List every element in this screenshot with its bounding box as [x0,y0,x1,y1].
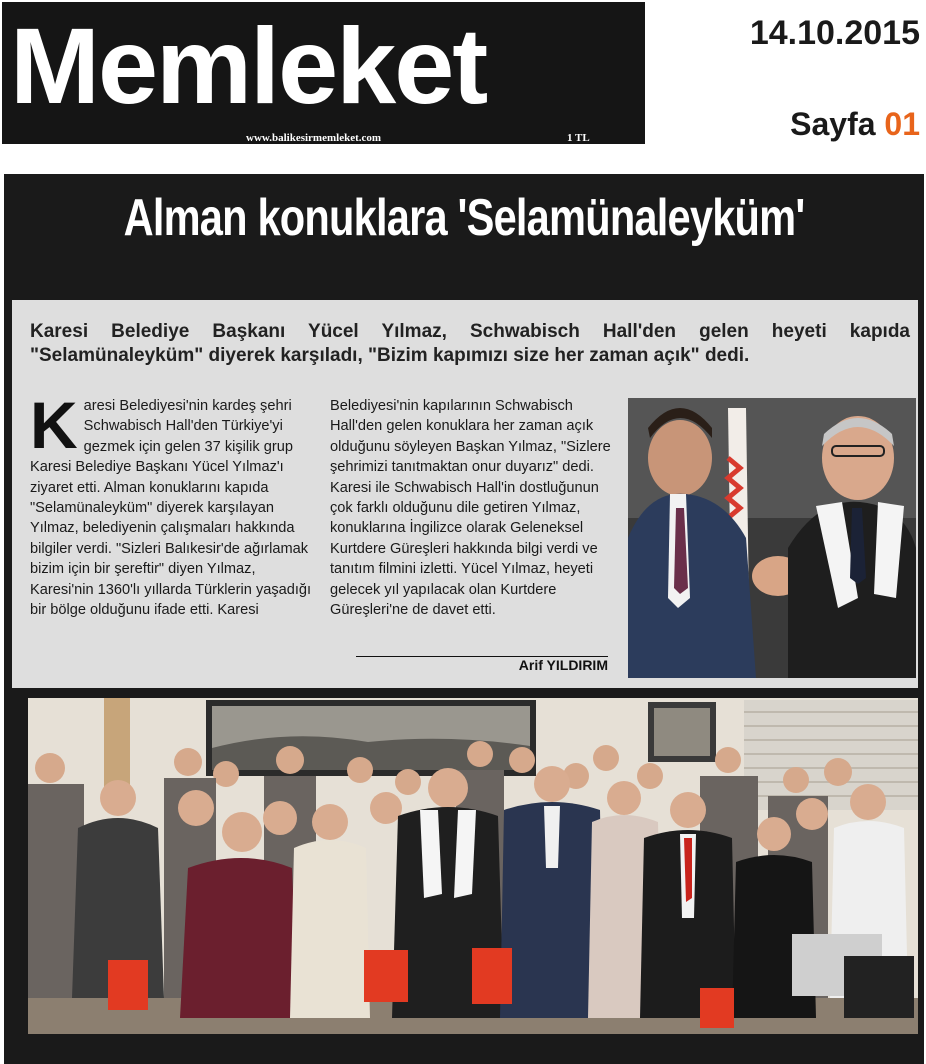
article-column-1 [30,388,320,620]
page-indicator [790,106,920,143]
byline: Arif YILDIRIM [356,656,608,673]
newspaper-logo: Memleket [10,5,487,126]
photo-mayor-greeting [628,398,916,678]
article-headline: Alman konuklara 'Selamünaleyküm' [123,189,805,247]
photo-group [28,698,918,1034]
page-number: 01 [884,106,920,142]
issue-date: 14.10.2015 [749,14,920,52]
article-column-2 [330,396,622,620]
photo-mayor-greeting-illustration [628,398,916,678]
column-2-text: Belediyesi'nin kapılarının Schwabisch Hall'den gelen konuklara her zaman açık olduğunu söyleyen Başkan Yılmaz, "Sizlere şehrimizi tanıtmaktan onur duyarız" dedi. Karesi ile Schwabisch Hall'in dostluğunun çok farklı olduğunu dile getiren Yılmaz, konuklarına İngilizce olarak Geleneksel Kurtdere Güreşleri hakkında bilgi verdi ve tanıtım filmini izletti. Yücel Yılmaz, heyeti gelecek yıl yapılacak olan Kurtdere Güreşleri'ne de davet etti. [330,398,611,619]
column-1-text: aresi Belediyesi'nin kardeş şehri Schwabisch Hall'den Türkiye'yi gezmek için gelen 37 kişilik grup Karesi Belediye Başkanı Yücel Yılmaz'ı ziyaret etti. Alman konuklarını kapıda "Selamünaleyküm" diyerek karşılayan Yılmaz, belediyenin çalışmaları hakkında bilgiler verdi. "Sizleri Balıkesir'de ağırlamak bizim için bir şereftir" diyen Yılmaz, Karesi'nin 1360'lı yıllarda Türklerin yaşadığı bir bölge olduğunu ifade etti. Karesi [30,398,312,619]
drop-cap: K [30,388,78,462]
website-url: www.balikesirmemleket.com [246,132,382,144]
price-label: 1 TL [567,132,590,144]
article-lead: Karesi Belediye Başkanı Yücel Yılmaz, Schwabisch Hall'den gelen heyeti kapıda "Selamünaleyküm" diyerek karşıladı, "Bizim kapımızı size her zaman açık" dedi. [30,321,910,366]
masthead [2,2,645,144]
photo-group-illustration [28,698,918,1034]
page-label: Sayfa [790,106,876,142]
